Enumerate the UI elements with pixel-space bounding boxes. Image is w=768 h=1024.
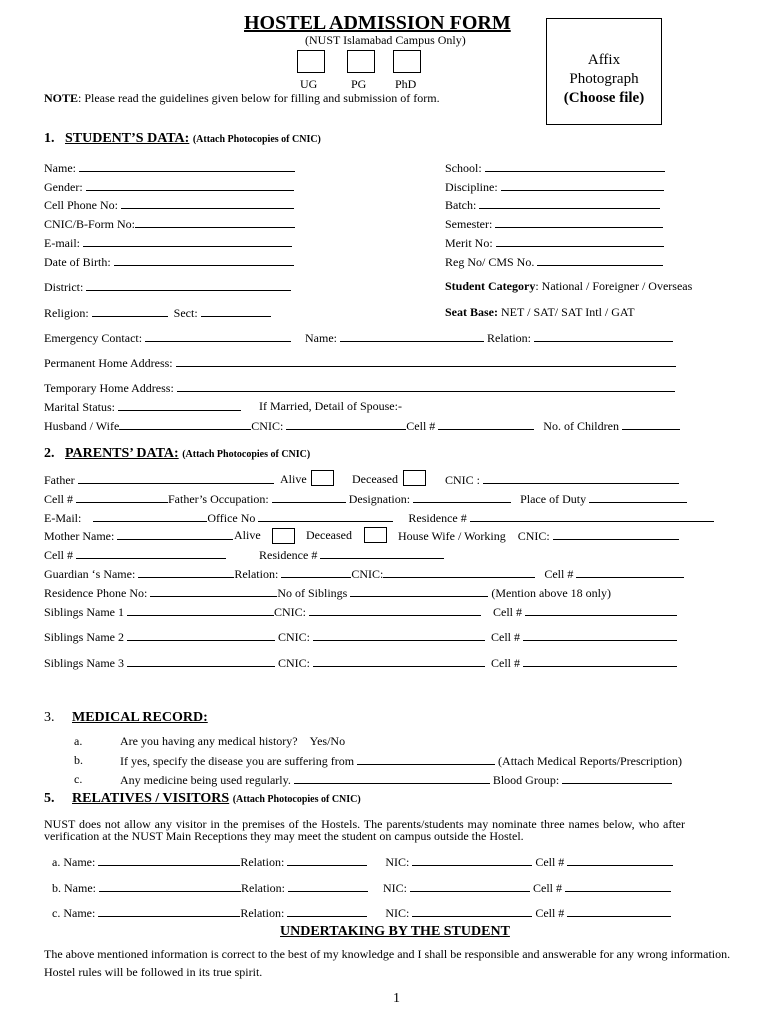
father-cell-row[interactable] [44, 492, 687, 505]
seat-base-options: NET / SAT/ SAT Intl / GAT [498, 305, 635, 319]
permanent-address-label: Permanent Home Address: [44, 356, 173, 370]
note-line [44, 92, 440, 104]
school-label: School: [445, 161, 482, 175]
seat-base [445, 306, 635, 318]
seat-base-label: Seat Base: [445, 305, 498, 319]
sibling2-cell-label: Cell # [491, 630, 521, 644]
email-field[interactable] [44, 236, 292, 249]
merit-field[interactable] [445, 236, 664, 249]
sibling2-label: Siblings Name 2 [44, 630, 124, 644]
marital-status-field[interactable] [44, 400, 241, 413]
visitor-b-name-label: b. Name: [52, 881, 96, 895]
designation-label: Designation: [348, 492, 411, 506]
father-cnic-field[interactable] [445, 473, 679, 486]
dob-label: Date of Birth: [44, 255, 111, 269]
permanent-address-field[interactable] [44, 356, 676, 369]
sibling3-label: Siblings Name 3 [44, 656, 124, 670]
sibling3-cell-label: Cell # [491, 656, 521, 670]
attach-note: (Attach Photocopies of CNIC) [232, 794, 361, 805]
mother-field[interactable] [44, 529, 233, 542]
visitor-a-nic-label: NIC: [385, 855, 410, 869]
sibling-row-2[interactable] [44, 630, 677, 643]
category-options: : National / Foreigner / Overseas [535, 279, 693, 293]
guardian-cell-label: Cell # [544, 567, 574, 581]
gender-field[interactable] [44, 180, 294, 193]
marital-label: Marital Status: [44, 400, 115, 414]
visitor-c-relation-label: Relation: [240, 906, 285, 920]
emergency-name-label: Name: [305, 331, 337, 345]
mother-cell-label: Cell # [44, 548, 73, 562]
sibling3-cnic-label: CNIC: [278, 656, 311, 670]
merit-label: Merit No: [445, 236, 493, 250]
discipline-field[interactable] [445, 180, 664, 193]
visitor-row-b[interactable] [52, 881, 671, 894]
housewife-working-label: House Wife / Working [398, 529, 506, 543]
father-label: Father [44, 473, 75, 487]
section-number: 3. [44, 710, 55, 725]
disease-field[interactable] [120, 754, 682, 767]
semester-label: Semester: [445, 217, 493, 231]
visitor-c-name-label: c. Name: [52, 906, 96, 920]
temporary-address-label: Temporary Home Address: [44, 381, 174, 395]
cnic-bform-label: CNIC/B-Form No: [44, 217, 136, 231]
occupation-label: Father’s Occupation: [168, 492, 269, 506]
mother-residence-field[interactable] [259, 548, 444, 561]
emergency-relation-label: Relation: [487, 331, 531, 345]
visitor-row-a[interactable] [52, 855, 673, 868]
note-label: NOTE [44, 91, 79, 105]
attach-note: (Attach Photocopies of CNIC) [192, 134, 321, 145]
spouse-cell-label: Cell # [406, 419, 436, 433]
emergency-name-field[interactable] [305, 331, 673, 344]
visitor-b-cell-label: Cell # [533, 881, 562, 895]
section-number: 2. [44, 446, 55, 461]
father-cell-label: Cell # [44, 492, 73, 506]
gender-label: Gender: [44, 180, 83, 194]
name-field[interactable] [44, 161, 295, 174]
undertaking-line1: The above mentioned information is correct to the best of my knowledge and I shall be responsible and answerable for any wrong information. [44, 947, 731, 961]
section-number: 5. [44, 791, 55, 806]
residence-label: Residence # [408, 511, 467, 525]
cnic-bform-field[interactable] [44, 217, 295, 230]
guardian-row[interactable] [44, 567, 684, 580]
name-label: Name: [44, 161, 76, 175]
father-email-label: E-Mail: [44, 511, 82, 525]
cell-phone-label: Cell Phone No: [44, 198, 118, 212]
father-deceased-label: Deceased [352, 472, 398, 486]
medical-b-num: b. [74, 753, 83, 767]
religion-field[interactable] [44, 306, 271, 319]
sibling-row-3[interactable] [44, 656, 677, 669]
visitor-a-cell-label: Cell # [535, 855, 565, 869]
place-of-duty-label: Place of Duty [520, 492, 587, 506]
email-label: E-mail: [44, 236, 80, 250]
section-heading: PARENTS’ DATA: [65, 446, 179, 461]
residence-phone-row[interactable] [44, 586, 611, 599]
batch-label: Batch: [445, 198, 477, 212]
district-label: District: [44, 280, 84, 294]
medicine-label: Any medicine being used regularly. [120, 773, 291, 787]
medical-history-question[interactable] [120, 735, 345, 747]
guardian-label: Guardian ‘s Name: [44, 567, 136, 581]
ug-checkbox[interactable] [297, 50, 325, 73]
sibling1-cell-label: Cell # [493, 605, 523, 619]
sect-label: Sect: [173, 306, 198, 320]
mother-occupation-row[interactable] [398, 529, 679, 542]
mention-note: (Mention above 18 only) [491, 586, 611, 600]
medical-history-label: Are you having any medical history? [120, 734, 298, 748]
dob-field[interactable] [44, 255, 294, 268]
mother-deceased-checkbox[interactable] [364, 527, 387, 543]
spouse-row[interactable] [44, 419, 680, 432]
medical-c-num: c. [74, 772, 83, 786]
medicine-field[interactable] [120, 773, 672, 786]
visitor-row-c[interactable] [52, 906, 671, 919]
medical-report-note: (Attach Medical Reports/Prescription) [498, 754, 682, 768]
phd-checkbox[interactable] [393, 50, 421, 73]
mother-label: Mother Name: [44, 529, 115, 543]
residence-phone-label: Residence Phone No: [44, 586, 148, 600]
visitor-a-relation-label: Relation: [240, 855, 285, 869]
mother-cell-field[interactable] [44, 548, 226, 561]
father-cnic-label: CNIC : [445, 473, 481, 487]
undertaking-line2: Hostel rules will be followed in its true spirit. [44, 965, 263, 979]
office-label: Office No [207, 511, 256, 525]
category-label: Student Category [445, 279, 536, 293]
siblings-count-label: No of Siblings [277, 586, 348, 600]
guardian-relation-label: Relation: [234, 567, 279, 581]
sibling1-cnic-label: CNIC: [274, 605, 307, 619]
section-medical-record [44, 711, 208, 725]
father-alive-checkbox[interactable] [311, 470, 334, 486]
visitor-a-name-label: a. Name: [52, 855, 96, 869]
mother-cnic-label: CNIC: [517, 529, 550, 543]
form-subtitle: (NUST Islamabad Campus Only) [305, 33, 466, 47]
father-email-row[interactable] [44, 511, 714, 524]
section-heading: MEDICAL RECORD: [72, 710, 208, 725]
children-label: No. of Children [543, 419, 619, 433]
ug-label: UG [300, 77, 318, 91]
attach-note: (Attach Photocopies of CNIC) [182, 449, 311, 460]
disease-label: If yes, specify the disease you are suffering from [120, 754, 355, 768]
cell-phone-field[interactable] [44, 198, 294, 211]
father-alive-label: Alive [280, 472, 307, 486]
spouse-cnic-label: CNIC: [251, 419, 284, 433]
medical-a-num: a. [74, 734, 83, 748]
temporary-address-field[interactable] [44, 381, 675, 394]
visitor-b-nic-label: NIC: [383, 881, 407, 895]
school-field[interactable] [445, 161, 665, 174]
pg-checkbox[interactable] [347, 50, 375, 73]
visitor-b-relation-label: Relation: [241, 881, 285, 895]
sibling2-cnic-label: CNIC: [278, 630, 311, 644]
batch-field[interactable] [445, 198, 660, 211]
section-heading: RELATIVES / VISITORS [72, 791, 230, 806]
husband-wife-label: Husband / Wife [44, 419, 120, 433]
blood-group-label: Blood Group: [492, 773, 560, 787]
page-number: 1 [393, 991, 400, 1006]
pg-label: PG [351, 77, 367, 91]
father-deceased-checkbox[interactable] [403, 470, 426, 486]
section-parents-data [44, 447, 310, 461]
sibling-row-1[interactable] [44, 605, 677, 618]
semester-field[interactable] [445, 217, 663, 230]
mother-alive-label: Alive [234, 528, 261, 542]
undertaking-heading: UNDERTAKING BY THE STUDENT [280, 924, 510, 939]
mother-deceased-label: Deceased [306, 528, 352, 542]
visitor-policy-line1: NUST does not allow any visitor in the premises of the Hostels. The parents/students may nominate three names below, who after [44, 817, 685, 831]
spouse-detail-label: If Married, Detail of Spouse:- [259, 399, 402, 413]
visitor-c-cell-label: Cell # [535, 906, 565, 920]
phd-label: PhD [395, 77, 417, 91]
visitor-c-nic-label: NIC: [385, 906, 410, 920]
photo-line2: Photograph [569, 71, 639, 87]
reg-cms-field[interactable] [445, 255, 663, 268]
district-field[interactable] [44, 280, 291, 293]
mother-residence-label: Residence # [259, 548, 318, 562]
note-text: : Please read the guidelines given below for filling and submission of form. [78, 91, 440, 105]
visitor-policy-line2: verification at the NUST Main Receptions they may meet the student on campus outside the Hostel. [44, 829, 524, 843]
emergency-contact-field[interactable] [44, 331, 291, 344]
section-relatives-visitors [44, 792, 361, 806]
photo-upload-box[interactable] [546, 18, 662, 125]
yes-no-option[interactable]: Yes/No [309, 734, 346, 748]
student-category [445, 280, 692, 292]
discipline-label: Discipline: [445, 180, 498, 194]
mother-alive-checkbox[interactable] [272, 528, 295, 544]
religion-label: Religion: [44, 306, 89, 320]
choose-file-button[interactable]: (Choose file) [563, 90, 645, 106]
section-heading: STUDENT’S DATA: [65, 131, 190, 146]
sibling1-label: Siblings Name 1 [44, 605, 124, 619]
emergency-label: Emergency Contact: [44, 331, 143, 345]
form-title: HOSTEL ADMISSION FORM [244, 12, 511, 34]
section-student-data [44, 132, 321, 146]
section-number: 1. [44, 131, 55, 146]
photo-line1: Affix [587, 52, 621, 68]
guardian-cnic-label: CNIC: [351, 567, 384, 581]
reg-cms-label: Reg No/ CMS No. [445, 255, 535, 269]
father-field[interactable] [44, 473, 274, 486]
